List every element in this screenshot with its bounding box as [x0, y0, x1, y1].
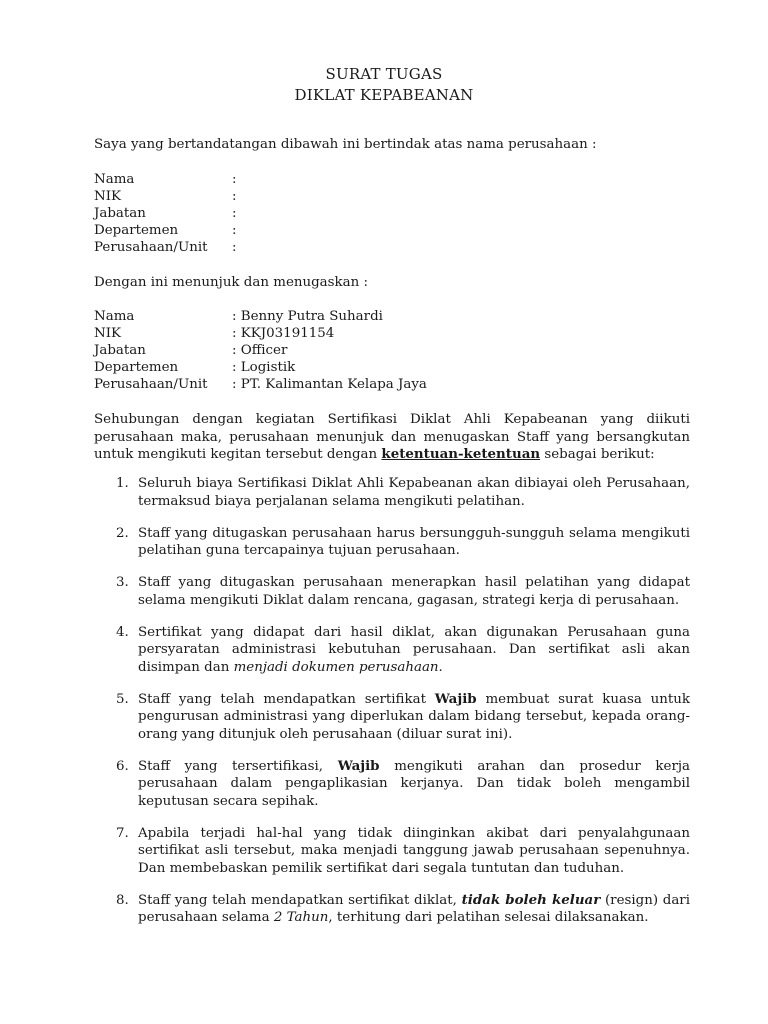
item-number: 7. [116, 825, 129, 841]
letter-title: SURAT TUGAS [325, 65, 443, 83]
field-label: NIK [94, 189, 122, 204]
field-value: : [232, 172, 237, 187]
field-value: : Benny Putra Suhardi [232, 309, 383, 324]
field-value: : [232, 223, 237, 238]
item-number: 2. [116, 525, 129, 541]
field-value: : Officer [232, 343, 288, 358]
signer-field-perusahaan [94, 240, 237, 255]
list-item [94, 475, 690, 510]
field-label: Jabatan [94, 206, 146, 221]
field-value: : KKJ03191154 [232, 326, 335, 341]
assignee-field-nik [94, 326, 334, 341]
item-text: Staff yang telah mendapatkan sertifikat [138, 691, 435, 707]
body-emphasis: ketentuan-ketentuan [381, 446, 541, 462]
item-text-after: membuat surat kuasa untuk pengurusan administrasi yang diperlukan dalam bidang tersebut, kepada orang-orang yang ditunjuk oleh perusahaan (diluar surat ini). [138, 691, 690, 742]
field-value: : PT. Kalimantan Kelapa Jaya [232, 377, 427, 392]
assignment-statement: Dengan ini menunjuk dan menugaskan : [94, 275, 369, 290]
field-label: Perusahaan/Unit [94, 240, 208, 255]
signer-field-nik [94, 189, 237, 204]
item-number: 6. [116, 758, 129, 774]
item-text-after: , terhitung dari pelatihan selesai dilaksanakan. [328, 910, 649, 925]
item-number: 8. [116, 892, 129, 908]
field-label: Departemen [94, 360, 179, 375]
item-text-after: mengikuti arahan dan prosedur kerja perusahaan dalam pengaplikasian kerjanya. Dan tidak boleh mengambil keputusan secara sepihak. [138, 758, 690, 809]
signer-field-departemen [94, 223, 237, 238]
list-item [94, 892, 690, 927]
signer-field-nama [94, 172, 237, 187]
field-label: Nama [94, 172, 135, 187]
list-item [94, 758, 690, 811]
item-bold-italic-text: tidak boleh keluar [461, 891, 601, 908]
item-text: Apabila terjadi hal-hal yang tidak diinginkan akibat dari penyalahgunaan sertifikat asli tersebut, maka menjadi tanggung jawab perusahaan sepenuhnya. Dan membebaskan pemilik sertifikat dari segala tuntutan dan tuduhan. [138, 825, 690, 876]
item-italic-text: 2 Tahun [273, 910, 329, 925]
list-item [94, 525, 690, 560]
list-item [94, 574, 690, 609]
assignee-field-departemen [94, 360, 295, 375]
item-number: 3. [116, 575, 129, 590]
field-label: Nama [94, 309, 135, 324]
item-number: 1. [116, 476, 129, 491]
item-text: Staff yang ditugaskan perusahaan menerapkan hasil pelatihan yang didapat selama mengikuti Diklat dalam rencana, gagasan, strategi kerja di perusahaan. [138, 575, 690, 608]
field-label: Departemen [94, 223, 179, 238]
field-value: : [232, 206, 237, 221]
body-text-before: Sehubungan dengan kegiatan Sertifikasi Diklat Ahli Kepabeanan yang diikuti perusahaan maka, perusahaan menunjuk dan menugaskan Staff yang bersangkutan untuk mengikuti kegitan tersebut dengan [94, 412, 690, 462]
item-text-mid: (resign) dari perusahaan selama [138, 892, 690, 925]
provisions-list [94, 475, 690, 941]
field-value: : Logistik [232, 360, 296, 375]
list-item [94, 825, 690, 878]
item-text: Staff yang ditugaskan perusahaan harus bersungguh-sungguh selama mengikuti pelatihan guna tercapainya tujuan perusahaan. [138, 525, 690, 558]
item-text: Staff yang telah mendapatkan sertifikat diklat, [138, 892, 462, 908]
list-item [94, 691, 690, 744]
item-number: 5. [116, 691, 129, 707]
field-label: NIK [94, 326, 122, 341]
item-bold-text: Wajib [434, 690, 477, 707]
item-bold-text: Wajib [337, 757, 380, 774]
signer-field-jabatan [94, 206, 237, 221]
item-text: Seluruh biaya Sertifikasi Diklat Ahli Kepabeanan akan dibiayai oleh Perusahaan, termaksud biaya perjalanan selama mengikuti pelatihan. [138, 476, 690, 509]
field-label: Perusahaan/Unit [94, 377, 208, 392]
body-text-after: sebagai berikut: [540, 447, 655, 462]
body-paragraph [94, 411, 690, 464]
assignee-field-nama [94, 309, 383, 324]
item-text: Staff yang tersertifikasi, [138, 758, 338, 774]
field-value: : [232, 240, 237, 255]
item-number: 4. [116, 624, 129, 640]
letter-subtitle: DIKLAT KEPABEANAN [294, 86, 474, 104]
field-value: : [232, 189, 237, 204]
intro-statement: Saya yang bertandatangan dibawah ini bertindak atas nama perusahaan : [94, 137, 597, 152]
assignee-field-perusahaan [94, 377, 427, 392]
assignee-field-jabatan [94, 343, 287, 358]
list-item [94, 624, 690, 677]
item-text: Sertifikat yang didapat dari hasil diklat, akan digunakan Perusahaan guna persyaratan administrasi kebutuhan perusahaan. Dan sertifikat asli akan disimpan dan [138, 624, 690, 675]
item-italic-text: menjadi dokumen perusahaan. [233, 659, 443, 675]
field-label: Jabatan [94, 343, 146, 358]
